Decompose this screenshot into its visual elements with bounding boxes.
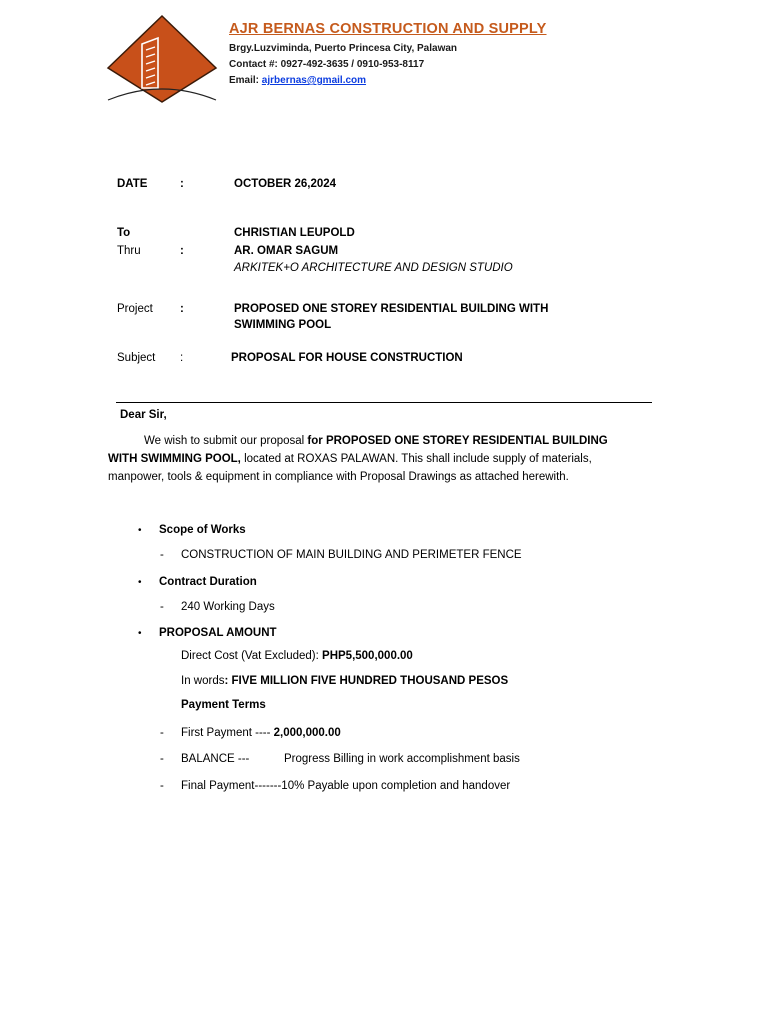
direct-cost-line xyxy=(181,650,413,662)
company-address: Brgy.Luzviminda, Puerto Princesa City, Palawan xyxy=(229,43,458,54)
salutation: Dear Sir, xyxy=(120,409,167,421)
subject-label: Subject xyxy=(117,352,156,364)
final-payment: Final Payment-------10% Payable upon completion and handover xyxy=(181,780,511,792)
first-payment-value: 2,000,000.00 xyxy=(273,727,341,739)
subject-colon: : xyxy=(180,352,184,364)
balance-label: BALANCE --- xyxy=(181,753,250,765)
dash-icon: - xyxy=(160,780,164,792)
thru-colon: : xyxy=(180,245,184,257)
intro-text-pre: We wish to submit our proposal xyxy=(144,435,308,447)
first-payment-label: First Payment ---- xyxy=(181,727,274,739)
direct-cost-value: PHP5,500,000.00 xyxy=(322,650,413,662)
duration-title: Contract Duration xyxy=(159,576,257,588)
project-line-2: SWIMMING POOL xyxy=(234,319,332,331)
words-line xyxy=(181,675,508,687)
bullet-icon: • xyxy=(138,628,142,639)
scope-item: CONSTRUCTION OF MAIN BUILDING AND PERIMETER FENCE xyxy=(181,549,522,561)
project-colon: : xyxy=(180,303,184,315)
thru-label: Thru xyxy=(117,245,141,257)
project-label: Project xyxy=(117,303,153,315)
to-value: CHRISTIAN LEUPOLD xyxy=(234,227,355,239)
dash-icon: - xyxy=(160,601,164,613)
subject-value: PROPOSAL FOR HOUSE CONSTRUCTION xyxy=(231,352,463,364)
thru-value: AR. OMAR SAGUM xyxy=(234,245,339,257)
dash-icon: - xyxy=(160,549,164,561)
date-value: OCTOBER 26,2024 xyxy=(234,178,337,190)
direct-cost-label: Direct Cost (Vat Excluded): xyxy=(181,650,323,662)
date-colon: : xyxy=(180,178,184,190)
scope-title: Scope of Works xyxy=(159,524,246,536)
email-label: Email: xyxy=(229,75,262,86)
thru-organization: ARKITEK+O ARCHITECTURE AND DESIGN STUDIO xyxy=(234,262,513,274)
project-line-1: PROPOSED ONE STOREY RESIDENTIAL BUILDING WITH xyxy=(234,303,549,315)
divider-line xyxy=(116,402,652,403)
intro-text-post: located at ROXAS PALAWAN. This shall include supply of materials, manpower, tools & equipment in compliance with Proposal Drawings as attached herewith. xyxy=(108,453,592,483)
bullet-icon: • xyxy=(138,577,142,588)
first-payment-line xyxy=(181,727,341,739)
building-logo-icon xyxy=(106,14,218,104)
dash-icon: - xyxy=(160,727,164,739)
company-contact: Contact #: 0927-492-3635 / 0910-953-8117 xyxy=(229,59,425,70)
dash-icon: - xyxy=(160,753,164,765)
words-label: In words xyxy=(181,675,225,687)
intro-paragraph xyxy=(108,432,638,486)
balance-value: Progress Billing in work accomplishment basis xyxy=(284,753,520,765)
company-email-line xyxy=(229,75,366,86)
to-label: To xyxy=(117,227,131,239)
payment-terms-title: Payment Terms xyxy=(181,699,266,711)
intro-text-bold: for PROPOSED ONE STOREY RESIDENTIAL BUILDING WITH SWIMMING POOL, xyxy=(108,435,608,465)
date-label: DATE xyxy=(117,178,148,190)
amount-title: PROPOSAL AMOUNT xyxy=(159,627,277,639)
email-link[interactable]: ajrbernas@gmail.com xyxy=(261,75,367,86)
bullet-icon: • xyxy=(138,525,142,536)
duration-item: 240 Working Days xyxy=(181,601,275,613)
words-value: : FIVE MILLION FIVE HUNDRED THOUSAND PESOS xyxy=(224,675,509,687)
company-name: AJR BERNAS CONSTRUCTION AND SUPPLY xyxy=(229,21,547,37)
